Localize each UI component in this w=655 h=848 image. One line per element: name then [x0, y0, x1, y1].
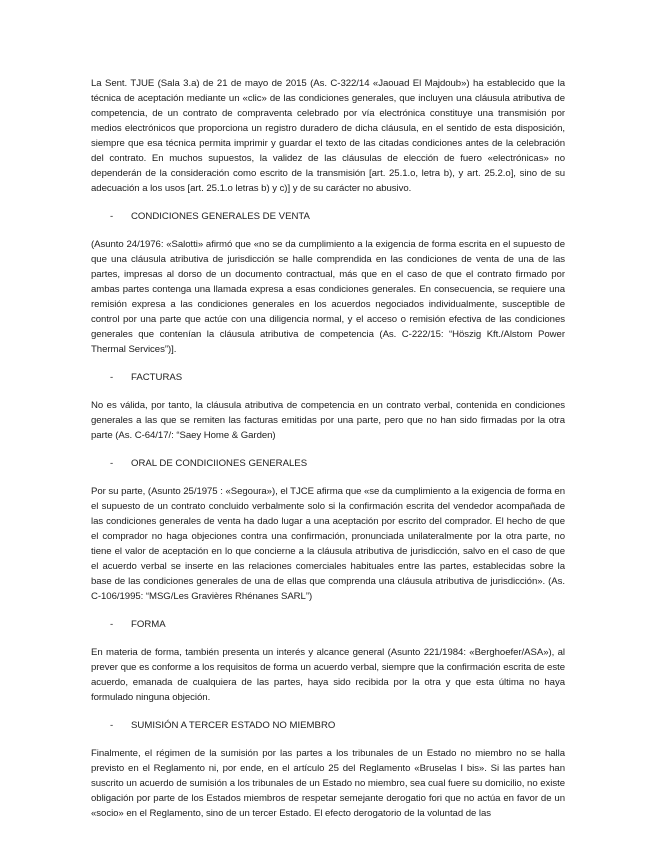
sumision-paragraph: Finalmente, el régimen de la sumisión por las partes a los tribunales de un Estado no miembro no se halla previsto en el Reglamento ni, por ende, en el artículo 25 del Reglamento «Bruselas I bis». Si las partes han suscrito un acuerdo de sumisión a los tribunales de un Estado no miembro, sea cual fuere su domicilio, no existe obligación por parte de los Estados miembros de respetar semejante derogatio fori que no actúa en favor de un «socio» en el Reglamento, sino de un tercer Estado. El efecto derogatorio de la voluntad de las: [91, 748, 565, 819]
heading-label: CONDICIONES GENERALES DE VENTA: [131, 211, 310, 222]
heading-oral: [91, 456, 565, 471]
intro-paragraph: La Sent. TJUE (Sala 3.a) de 21 de mayo de 2015 (As. C-322/14 «Jaouad El Majdoub») ha establecido que la técnica de aceptación mediante un «clic» de las condiciones generales, que incluyen una cláusula atributiva de competencia, de un contrato de compraventa celebrado por vía electrónica constituye una transmisión por medios electrónicos que proporciona un registro duradero de dicha cláusula, en el sentido de esta disposición, siempre que esa técnica permita imprimir y guardar el texto de las citadas condiciones antes de la celebración del contrato. En muchos supuestos, la validez de las cláusulas de elección de fuero «electrónicas» no dependerán de la consideración como escrito de la transmisión [art. 25.1.o, letra b), y art. 25.2.o], sino de su adecuación a los usos [art. 25.1.o letras b) y c)] y de su carácter no abusivo.: [91, 78, 565, 194]
heading-bullet: -: [110, 372, 114, 383]
heading-label: FACTURAS: [131, 372, 183, 383]
heading-label: FORMA: [131, 619, 166, 630]
heading-label: SUMISIÓN A TERCER ESTADO NO MIEMBRO: [131, 720, 336, 731]
heading-sumision: [91, 718, 565, 733]
condiciones-generales-paragraph: (Asunto 24/1976: «Salotti» afirmó que «no se da cumplimiento a la exigencia de forma escrita en el supuesto de que una cláusula atributiva de jurisdicción se halle comprendida en las condiciones de venta de una de las partes, impresas al dorso de un documento contractual, más que en el caso de que el contrato firmado por ambas partes contenga una llamada expresa a esas condiciones generales. En consecuencia, se requiere una remisión expresa a las condiciones generales en los acuerdos negociados individualmente, susceptible de control por una parte que actúe con una diligencia normal, y el acceso o remisión efectiva de las condiciones generales que contenían la cláusula atributiva de competencia (As. C-222/15: “Höszig Kft./Alstom Power Thermal Services”)].: [91, 239, 565, 355]
facturas-paragraph: No es válida, por tanto, la cláusula atributiva de competencia en un contrato verbal, contenida en condiciones generales a las que se remiten las facturas emitidas por una parte, pero que no han sido firmadas por la otra parte (As. C-64/17/: “Saey Home & Garden): [91, 400, 565, 441]
forma-paragraph: En materia de forma, también presenta un interés y alcance general (Asunto 221/1984: «Berghoefer/ASA»), al prever que es conforme a los requisitos de forma un acuerdo verbal, siempre que la confirmación escrita de este acuerdo, emanada de cualquiera de las partes, haya sido recibida por la otra y que esta última no haya formulado ninguna objeción.: [91, 647, 565, 703]
heading-bullet: -: [110, 458, 114, 469]
heading-condiciones-generales: [91, 209, 565, 224]
heading-bullet: -: [110, 211, 114, 222]
heading-bullet: -: [110, 720, 114, 731]
heading-label: ORAL DE CONDICIIONES GENERALES: [131, 458, 308, 469]
document-body: [91, 76, 565, 821]
heading-forma: [91, 617, 565, 632]
oral-paragraph: Por su parte, (Asunto 25/1975 : «Segoura»), el TJCE afirma que «se da cumplimiento a la exigencia de forma en el supuesto de un contrato concluido verbalmente solo si la confirmación escrita del vendedor acompañada de las condiciones generales de venta ha dado lugar a una aceptación por escrito del comprador. El hecho de que el comprador no haga objeciones contra una confirmación, pronunciada unilateralmente por la otra parte, no tiene el valor de aceptación en lo que concierne a la cláusula atributiva de jurisdicción, salvo en el caso de que el acuerdo verbal se inserte en las relaciones comerciales habituales entre las partes, establecidas sobre la base de las condiciones generales de una de ellas que comprenda una cláusula atributiva de jurisdicción». (As. C-106/1995: “MSG/Les Gravières Rhénanes SARL”): [91, 486, 565, 602]
heading-bullet: -: [110, 619, 114, 630]
heading-facturas: [91, 370, 565, 385]
